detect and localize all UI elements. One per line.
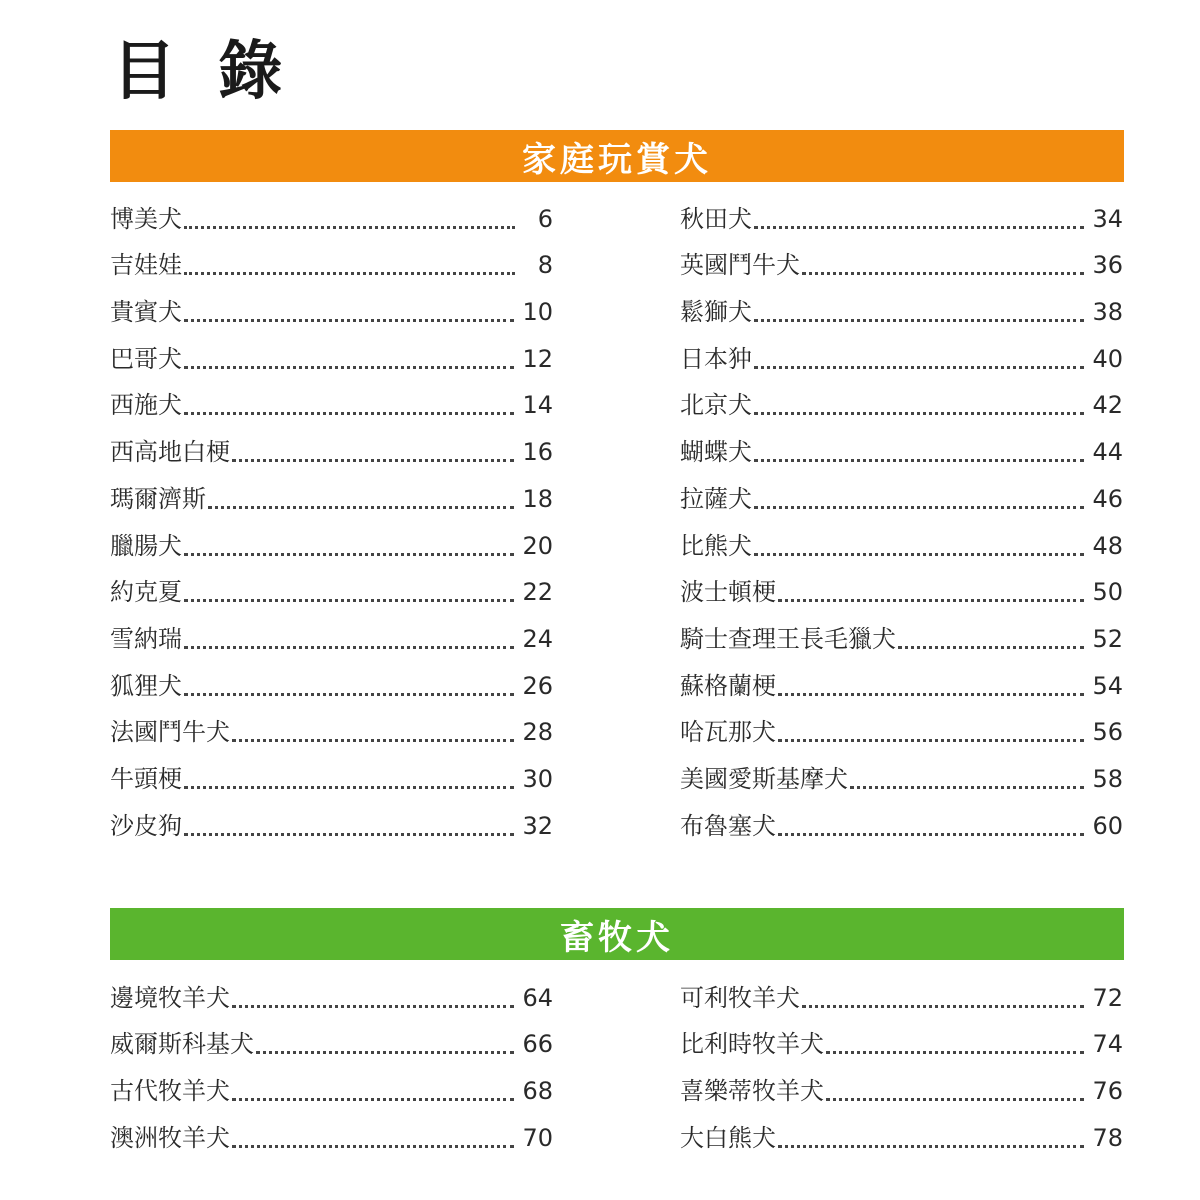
entry-name: 秋田犬 xyxy=(680,204,752,233)
entry-name: 比利時牧羊犬 xyxy=(680,1030,824,1059)
dot-leader xyxy=(184,693,514,696)
dot-leader xyxy=(778,1145,1084,1148)
entry-page-number: 72 xyxy=(1092,983,1123,1012)
dot-leader xyxy=(898,646,1084,649)
entry-name: 蘇格蘭梗 xyxy=(680,671,776,700)
entry-page-number: 42 xyxy=(1092,391,1123,420)
toc-entry xyxy=(110,195,553,242)
toc-entry xyxy=(680,974,1123,1021)
entry-name: 狐狸犬 xyxy=(110,671,182,700)
toc-entry xyxy=(680,382,1123,429)
toc-entry xyxy=(680,288,1123,335)
dot-leader xyxy=(778,599,1084,602)
toc-entry xyxy=(110,569,553,616)
toc-entry xyxy=(110,662,553,709)
dot-leader xyxy=(778,833,1084,836)
entry-page-number: 20 xyxy=(522,531,553,560)
entry-name: 美國愛斯基摩犬 xyxy=(680,764,848,793)
toc-column-right xyxy=(680,195,1123,849)
entry-name: 蝴蝶犬 xyxy=(680,438,752,467)
entry-name: 大白熊犬 xyxy=(680,1123,776,1152)
entry-name: 貴賓犬 xyxy=(110,298,182,327)
entry-name: 騎士查理王長毛獵犬 xyxy=(680,624,896,653)
entry-page-number: 54 xyxy=(1092,671,1123,700)
entry-page-number: 44 xyxy=(1092,438,1123,467)
entry-name: 邊境牧羊犬 xyxy=(110,983,230,1012)
dot-leader xyxy=(754,459,1084,462)
entry-page-number: 78 xyxy=(1092,1123,1123,1152)
toc-entry xyxy=(110,802,553,849)
toc-entry xyxy=(680,335,1123,382)
entry-name: 鬆獅犬 xyxy=(680,298,752,327)
toc-entry xyxy=(110,755,553,802)
dot-leader xyxy=(754,226,1084,229)
dot-leader xyxy=(184,833,514,836)
entry-page-number: 68 xyxy=(522,1077,553,1106)
dot-leader xyxy=(232,1005,514,1008)
entry-name: 雪納瑞 xyxy=(110,624,182,653)
entry-page-number: 48 xyxy=(1092,531,1123,560)
dot-leader xyxy=(184,786,514,789)
entry-page-number: 24 xyxy=(522,624,553,653)
dot-leader xyxy=(184,366,514,369)
entry-page-number: 14 xyxy=(522,391,553,420)
toc-entry xyxy=(110,1021,553,1068)
dot-leader xyxy=(754,319,1084,322)
entry-name: 波士頓梗 xyxy=(680,578,776,607)
entry-name: 沙皮狗 xyxy=(110,811,182,840)
dot-leader xyxy=(754,412,1084,415)
entry-name: 瑪爾濟斯 xyxy=(110,484,206,513)
entry-page-number: 30 xyxy=(522,764,553,793)
entry-page-number: 70 xyxy=(522,1123,553,1152)
toc-column-left xyxy=(110,195,553,849)
toc-entry xyxy=(110,709,553,756)
entry-name: 可利牧羊犬 xyxy=(680,983,800,1012)
toc-entry xyxy=(680,569,1123,616)
entry-page-number: 38 xyxy=(1092,298,1123,327)
dot-leader xyxy=(232,739,514,742)
entry-page-number: 28 xyxy=(522,718,553,747)
dot-leader xyxy=(754,366,1084,369)
entry-name: 布魯塞犬 xyxy=(680,811,776,840)
dot-leader xyxy=(256,1051,514,1054)
entry-page-number: 50 xyxy=(1092,578,1123,607)
entry-page-number: 60 xyxy=(1092,811,1123,840)
entry-name: 英國鬥牛犬 xyxy=(680,251,800,280)
entry-name: 古代牧羊犬 xyxy=(110,1077,230,1106)
entry-name: 日本狆 xyxy=(680,344,752,373)
toc-column-right xyxy=(680,974,1123,1161)
entry-page-number: 46 xyxy=(1092,484,1123,513)
entry-page-number: 34 xyxy=(1092,204,1123,233)
dot-leader xyxy=(232,1145,514,1148)
toc-entry xyxy=(110,428,553,475)
toc-entry xyxy=(680,195,1123,242)
entry-page-number: 26 xyxy=(522,671,553,700)
toc-entry xyxy=(680,1067,1123,1114)
entry-page-number: 32 xyxy=(522,811,553,840)
entry-name: 牛頭梗 xyxy=(110,764,182,793)
toc-entry xyxy=(680,475,1123,522)
dot-leader xyxy=(184,319,514,322)
dot-leader xyxy=(184,226,515,229)
section-heading: 家庭玩賞犬 xyxy=(522,139,712,180)
entry-name: 巴哥犬 xyxy=(110,344,182,373)
dot-leader xyxy=(184,553,514,556)
toc-entry xyxy=(680,522,1123,569)
dot-leader xyxy=(184,412,514,415)
toc-entry xyxy=(680,1114,1123,1161)
page-title: 目 錄 xyxy=(112,35,293,109)
toc-entry xyxy=(110,242,553,289)
entry-name: 拉薩犬 xyxy=(680,484,752,513)
toc-entry xyxy=(110,1067,553,1114)
entry-page-number: 36 xyxy=(1092,251,1123,280)
dot-leader xyxy=(802,272,1084,275)
entry-name: 吉娃娃 xyxy=(110,251,182,280)
entry-name: 比熊犬 xyxy=(680,531,752,560)
entry-page-number: 74 xyxy=(1092,1030,1123,1059)
entry-page-number: 10 xyxy=(522,298,553,327)
toc-entry xyxy=(680,1021,1123,1068)
entry-name: 西高地白梗 xyxy=(110,438,230,467)
dot-leader xyxy=(850,786,1084,789)
entry-page-number: 40 xyxy=(1092,344,1123,373)
dot-leader xyxy=(826,1098,1084,1101)
dot-leader xyxy=(232,459,514,462)
toc-entry xyxy=(110,335,553,382)
dot-leader xyxy=(184,646,514,649)
toc-entry xyxy=(110,288,553,335)
dot-leader xyxy=(232,1098,514,1101)
entry-name: 澳洲牧羊犬 xyxy=(110,1123,230,1152)
entry-name: 北京犬 xyxy=(680,391,752,420)
entry-page-number: 56 xyxy=(1092,718,1123,747)
dot-leader xyxy=(778,739,1084,742)
dot-leader xyxy=(208,506,514,509)
section-header-herding xyxy=(110,908,1124,960)
entry-name: 約克夏 xyxy=(110,578,182,607)
dot-leader xyxy=(802,1005,1084,1008)
toc-entry xyxy=(110,974,553,1021)
dot-leader xyxy=(754,506,1084,509)
entry-name: 臘腸犬 xyxy=(110,531,182,560)
toc-entry xyxy=(680,662,1123,709)
toc-entry xyxy=(110,475,553,522)
toc-entry xyxy=(110,1114,553,1161)
entry-name: 喜樂蒂牧羊犬 xyxy=(680,1077,824,1106)
entry-name: 博美犬 xyxy=(110,204,182,233)
entry-page-number: 58 xyxy=(1092,764,1123,793)
section-heading: 畜牧犬 xyxy=(560,917,674,958)
entry-page-number: 8 xyxy=(537,251,553,280)
dot-leader xyxy=(184,599,514,602)
toc-column-left xyxy=(110,974,553,1161)
toc-entry xyxy=(110,522,553,569)
entry-page-number: 76 xyxy=(1092,1077,1123,1106)
toc-entry xyxy=(680,802,1123,849)
entry-name: 威爾斯科基犬 xyxy=(110,1030,254,1059)
section-header-family-pets xyxy=(110,130,1124,182)
toc-entry xyxy=(680,709,1123,756)
toc-entry xyxy=(110,615,553,662)
entry-page-number: 66 xyxy=(522,1030,553,1059)
entry-page-number: 18 xyxy=(522,484,553,513)
toc-entry xyxy=(680,755,1123,802)
toc-entry xyxy=(680,242,1123,289)
entry-page-number: 22 xyxy=(522,578,553,607)
dot-leader xyxy=(754,553,1084,556)
entry-name: 西施犬 xyxy=(110,391,182,420)
entry-page-number: 64 xyxy=(522,983,553,1012)
toc-entry xyxy=(680,615,1123,662)
toc-entry xyxy=(110,382,553,429)
entry-page-number: 12 xyxy=(522,344,553,373)
entry-name: 法國鬥牛犬 xyxy=(110,718,230,747)
entry-name: 哈瓦那犬 xyxy=(680,718,776,747)
dot-leader xyxy=(826,1051,1084,1054)
dot-leader xyxy=(184,272,515,275)
entry-page-number: 6 xyxy=(537,204,553,233)
entry-page-number: 16 xyxy=(522,438,553,467)
toc-entry xyxy=(680,428,1123,475)
entry-page-number: 52 xyxy=(1092,624,1123,653)
dot-leader xyxy=(778,693,1084,696)
